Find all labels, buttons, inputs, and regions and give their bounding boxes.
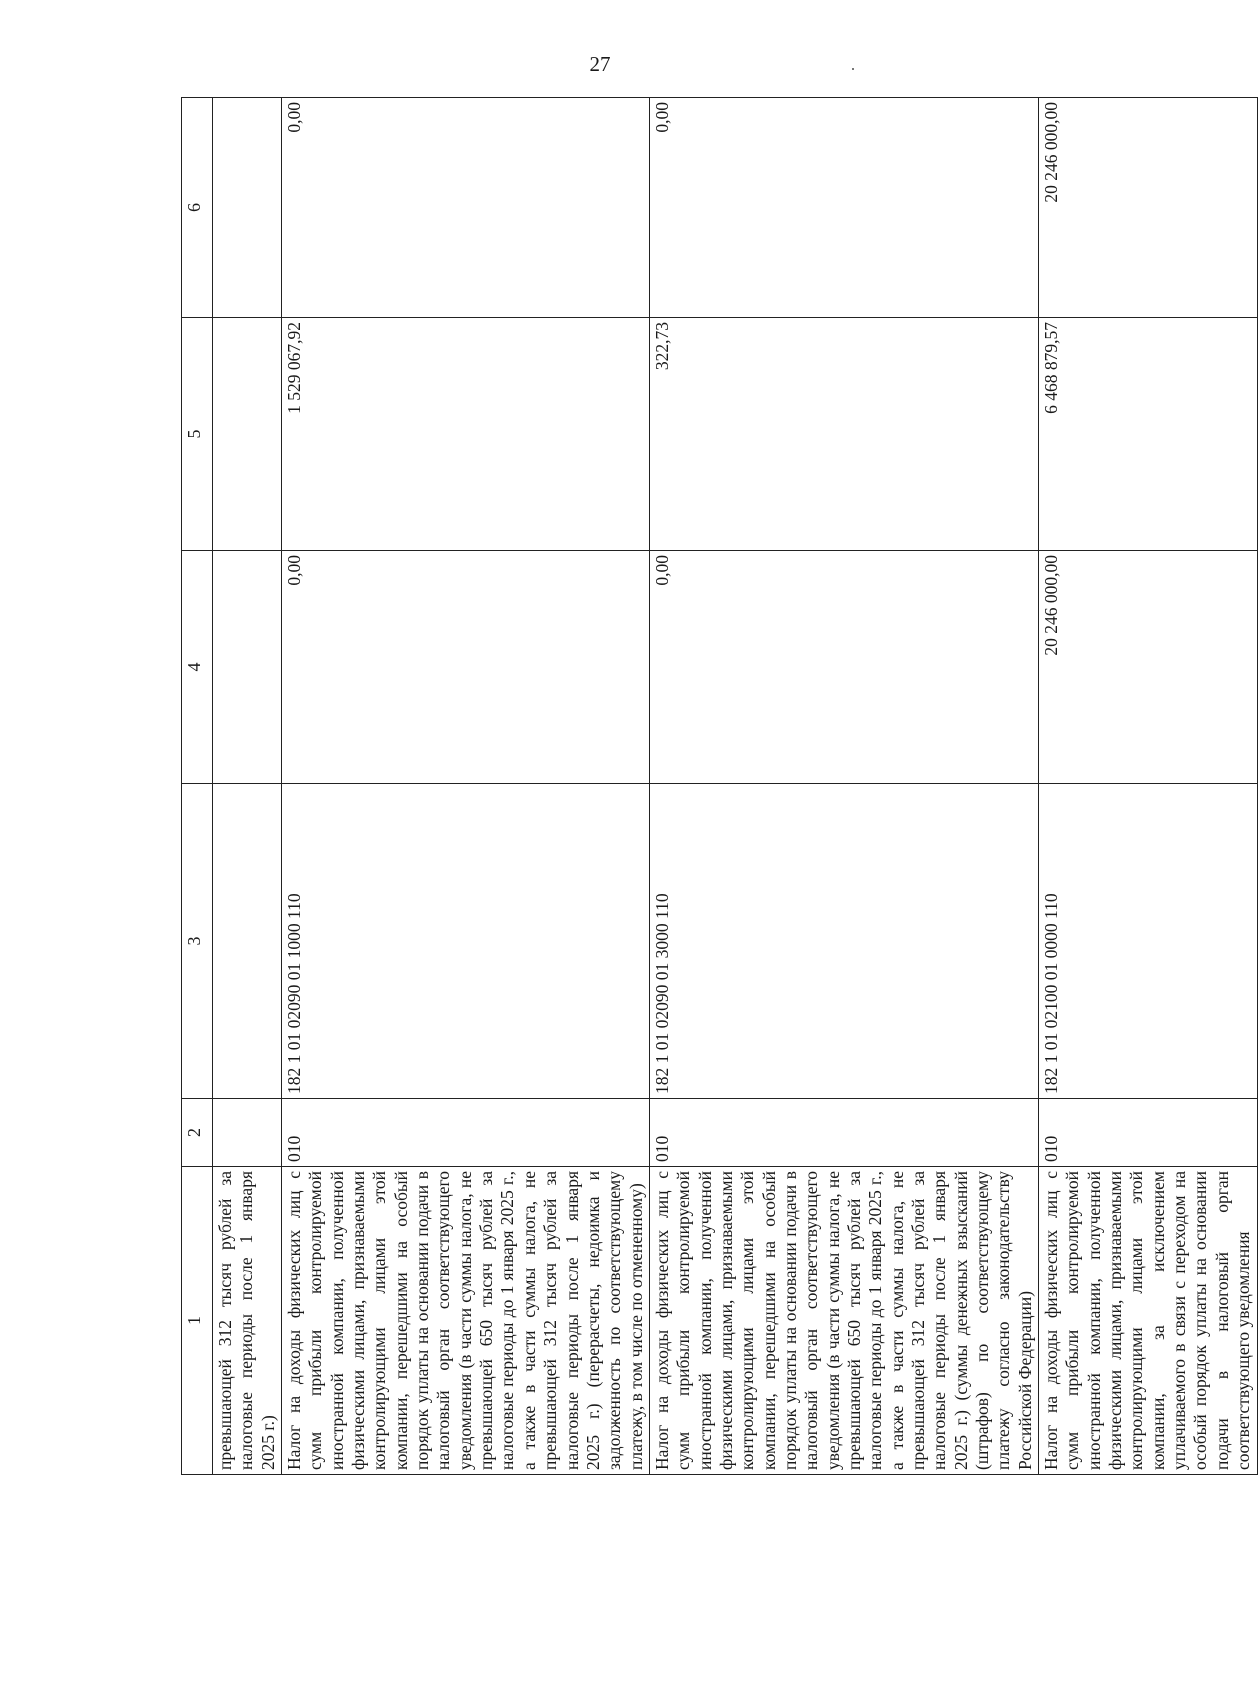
- row-kbk-code: [213, 784, 282, 1099]
- row-col4-value: 0,00: [282, 551, 650, 784]
- table-row: [213, 98, 282, 1475]
- row-kbk-code: 182 1 01 02100 01 0000 110: [1039, 784, 1257, 1099]
- row-kbk-code: 182 1 01 02090 01 1000 110: [282, 784, 650, 1099]
- row-col6-value: 20 246 000,00: [1039, 98, 1257, 318]
- row-description: Налог на доходы физических лиц с сумм прибыли контролируемой иностранной компании, полученной физическими лицами, признаваемыми контролирующими лицами этой компании, за исключением уплачиваемого в связи с переходом на особый порядок уплаты на основании подачи в налоговый орган соответствующего уведомления: [1039, 1167, 1257, 1475]
- row-col6-value: 0,00: [649, 98, 1038, 318]
- row-admin-code: 010: [1039, 1099, 1257, 1167]
- row-col4-value: 20 246 000,00: [1039, 551, 1257, 784]
- rotated-table-container: [181, 98, 1254, 1475]
- row-col6-value: [213, 98, 282, 318]
- row-description: Налог на доходы физических лиц с сумм прибыли контролируемой иностранной компании, полученной физическими лицами, признаваемыми контролирующими лицами этой компании, перешедшими на особый порядок уплаты на основании подачи в налоговый орган соответствующего уведомления (в части суммы налога, не превышающей 650 тысяч рублей за налоговые периоды до 1 января 2025 г., а также в части суммы налога, не превышающей 312 тысяч рублей за налоговые периоды после 1 января 2025 г.) (перерасчеты, недоимка и задолженность по соответствующему платежу, в том числе по отмененному): [282, 1167, 650, 1475]
- table-row: [282, 98, 650, 1475]
- row-col5-value: [213, 318, 282, 551]
- table-row: [649, 98, 1038, 1475]
- row-col5-value: 322,73: [649, 318, 1038, 551]
- column-header: 2: [182, 1099, 213, 1167]
- column-header: 1: [182, 1167, 213, 1475]
- rotated-table-frame: [181, 98, 1254, 1475]
- row-col4-value: [213, 551, 282, 784]
- row-admin-code: 010: [282, 1099, 650, 1167]
- column-header: 5: [182, 318, 213, 551]
- row-col5-value: 6 468 879,57: [1039, 318, 1257, 551]
- row-col4-value: 0,00: [649, 551, 1038, 784]
- revenue-table: [181, 97, 1258, 1475]
- row-description: превышающей 312 тысяч рублей за налоговые периоды после 1 января 2025 г.): [213, 1167, 282, 1475]
- row-admin-code: 010: [649, 1099, 1038, 1167]
- page-number: 27: [589, 52, 611, 76]
- table-header-row: [182, 98, 213, 1475]
- row-description: Налог на доходы физических лиц с сумм прибыли контролируемой иностранной компании, полученной физическими лицами, признаваемыми контролирующими лицами этой компании, перешедшими на особый порядок уплаты на основании подачи в налоговый орган соответствующего уведомления (в части суммы налога, не превышающей 650 тысяч рублей за налоговые периоды до 1 января 2025 г., а также в части суммы налога, не превышающей 312 тысяч рублей за налоговые периоды после 1 января 2025 г.) (суммы денежных взысканий (штрафов) по соответствующему платежу согласно законодательству Российской Федерации): [649, 1167, 1038, 1475]
- row-admin-code: [213, 1099, 282, 1167]
- row-col5-value: 1 529 067,92: [282, 318, 650, 551]
- scan-speck: [852, 68, 854, 70]
- row-kbk-code: 182 1 01 02090 01 3000 110: [649, 784, 1038, 1099]
- row-col6-value: 0,00: [282, 98, 650, 318]
- column-header: 4: [182, 551, 213, 784]
- column-header: 6: [182, 98, 213, 318]
- column-header: 3: [182, 784, 213, 1099]
- table-row: [1039, 98, 1257, 1475]
